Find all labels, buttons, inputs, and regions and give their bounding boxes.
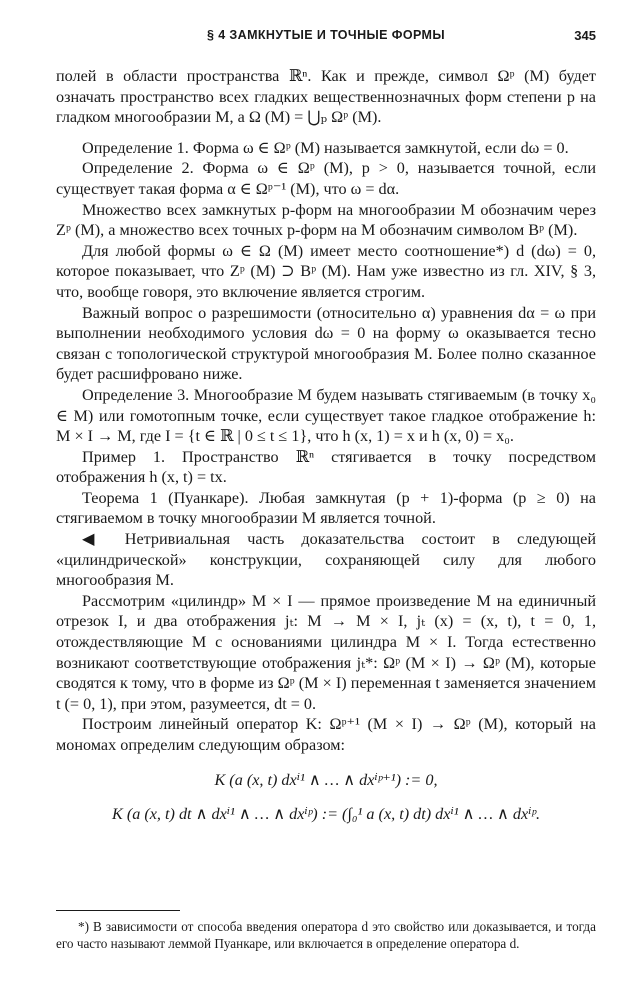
definition-2: Определение 2. Форма ω ∈ Ωᵖ (M), p > 0, называется точной, если существует такая форма α ∈ Ωᵖ⁻¹ (M), что ω = dα. bbox=[56, 159, 596, 198]
formula-k-zero: K (a (x, t) dxⁱ¹ ∧ … ∧ dxⁱᵖ⁺¹) := 0, bbox=[214, 770, 438, 789]
paragraph-solvability-question: Важный вопрос о разрешимости (относительно α) уравнения dα = ω при выполнении необходимого условия dω = 0 на форму ω оказывается тесно связан с топологической структурой многообразия M. Более полно сказанное будет расшифровано ниже. bbox=[56, 303, 596, 384]
proof-start: ◀ Нетривиальная часть доказательства состоит в следующей «цилиндрической» конструкции, сохраняющей силу для любого многообразия M. bbox=[56, 530, 596, 590]
definition-1: Определение 1. Форма ω ∈ Ωᵖ (M) называется замкнутой, если dω = 0. bbox=[82, 138, 569, 157]
footnote-divider bbox=[56, 910, 180, 911]
paragraph-closed-exact-sets: Множество всех замкнутых p-форм на многообразии M обозначим через Zᵖ (M), а множество всех точных p-форм на M обозначим символом Bᵖ (M). bbox=[56, 200, 596, 240]
footnote: *) В зависимости от способа введения оператора d это свойство или доказывается, и тогда его часто называют леммой Пуанкаре, или включается в определение оператора d. bbox=[56, 919, 596, 952]
body-text bbox=[56, 66, 596, 825]
theorem-1: Теорема 1 (Пуанкаре). Любая замкнутая (p + 1)-форма (p ≥ 0) на стягиваемом в точку многообразии M является точной. bbox=[56, 488, 596, 528]
page-number: 345 bbox=[574, 28, 596, 43]
paragraph-cylinder: Рассмотрим «цилиндр» M × I — прямое произведение M на единичный отрезок I, и два отображения jₜ: M → M × I, jₜ (x) = (x, t), t = 0, 1, отождествляющие M с основаниями цилиндра M × I. Тогда естественно возникают соответствующие отображения jₜ*: Ωᵖ (M × I) → Ωᵖ (M), которые сводятся к тому, что в форме из Ωᵖ (M × I) переменная t заменяется значением t (= 0, 1), при этом, разумеется, dt = 0. bbox=[56, 591, 596, 713]
paragraph-ddw-relation: Для любой формы ω ∈ Ω (M) имеет место соотношение*) d (dω) = 0, которое показывает, что Zᵖ (M) ⊃ Bᵖ (M). Нам уже известно из гл. XIV, § 3, что, вообще говоря, это включение является строгим. bbox=[56, 241, 596, 301]
paragraph-intro: полей в области пространства ℝⁿ. Как и прежде, символ Ωᵖ (M) будет означать пространство всех гладких вещественнозначных форм степени p на гладком многообразии M, а Ω (M) = ⋃ₚ Ωᵖ (M). bbox=[56, 67, 596, 127]
formula-k-integral: K (a (x, t) dt ∧ dxⁱ¹ ∧ … ∧ dxⁱᵖ) := (∫₀¹ a (x, t) dt) dxⁱ¹ ∧ … ∧ dxⁱᵖ. bbox=[111, 805, 541, 824]
definition-3: Определение 3. Многообразие M будем называть стягиваемым (в точку x₀ ∈ M) или гомотопным точке, если существует такое гладкое отображение h: M × I → M, где I = {t ∈ ℝ | 0 ≤ t ≤ 1}, что h (x, 1) = x и h (x, 0) = x₀. bbox=[56, 385, 596, 446]
example-1: Пример 1. Пространство ℝⁿ стягивается в точку посредством отображения h (x, t) = tx. bbox=[56, 447, 596, 487]
running-section-title: § 4 ЗАМКНУТЫЕ И ТОЧНЫЕ ФОРМЫ bbox=[206, 28, 445, 42]
page-header bbox=[56, 28, 596, 50]
paragraph-operator-k: Построим линейный оператор K: Ωᵖ⁺¹ (M × I) → Ωᵖ (M), который на мономах определим следующим образом: bbox=[56, 715, 596, 754]
